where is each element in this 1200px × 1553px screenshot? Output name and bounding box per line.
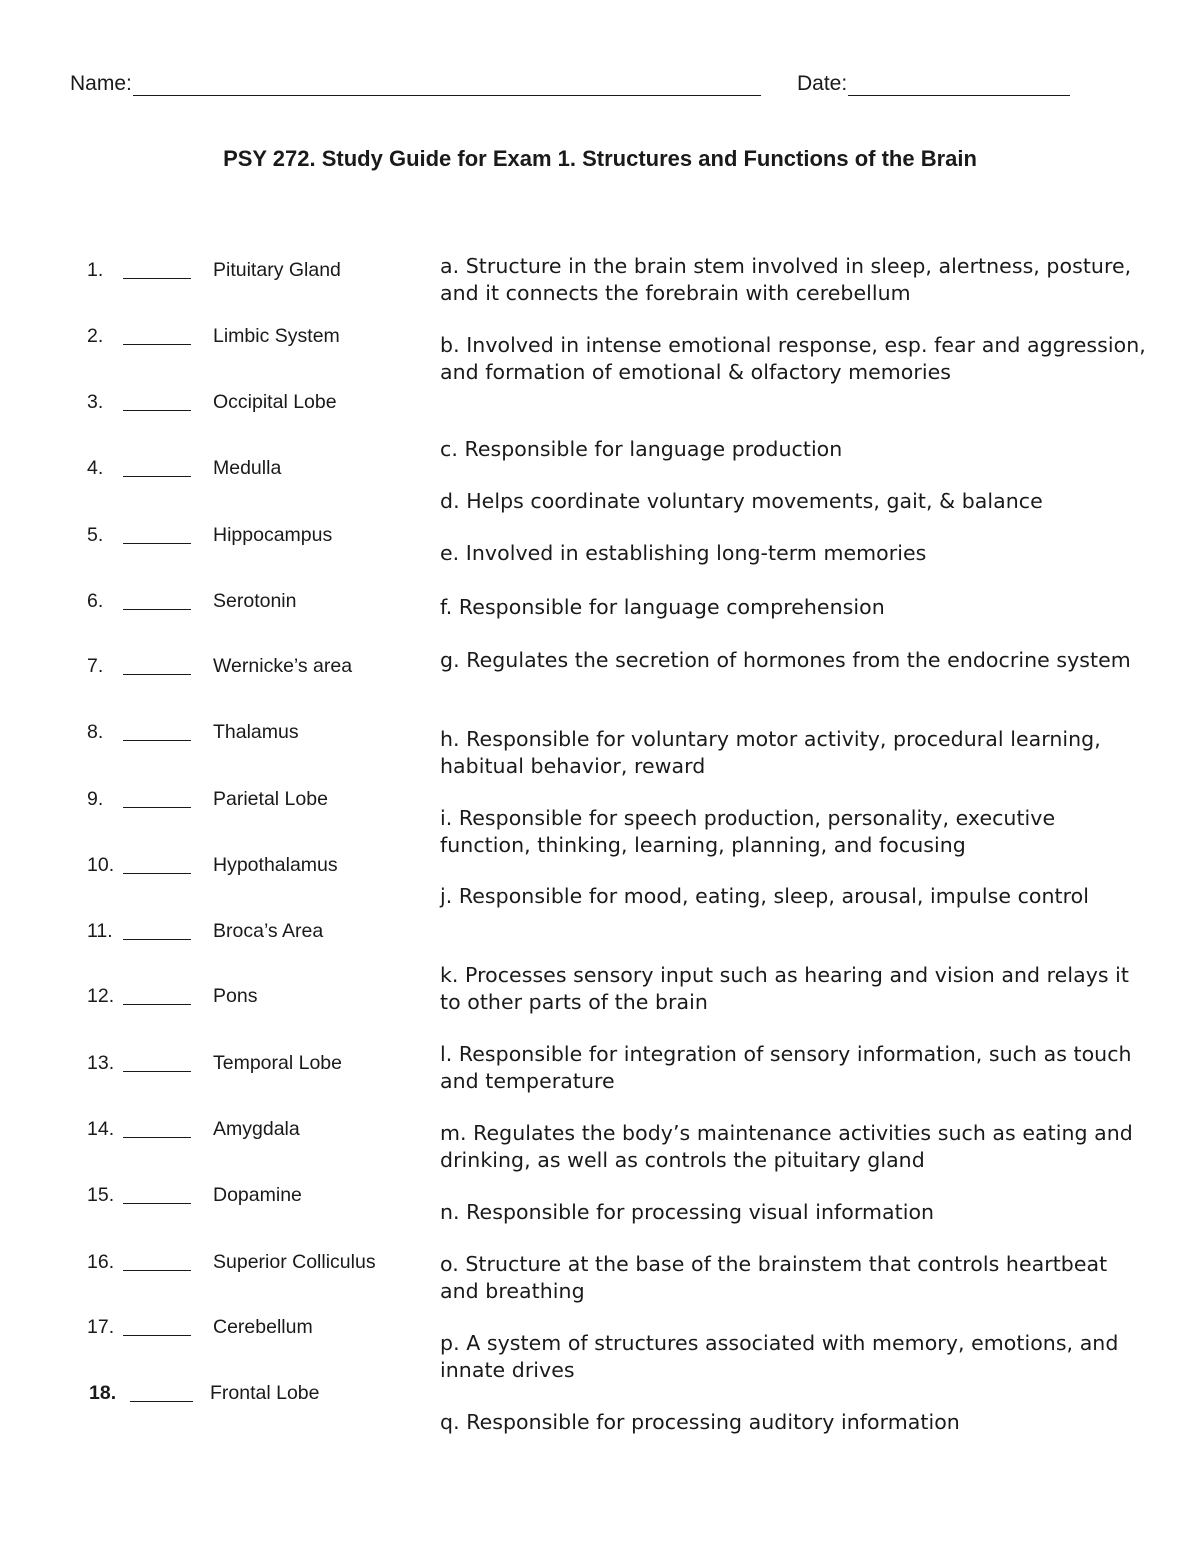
answer-blank[interactable] xyxy=(123,476,191,477)
definition-item: f. Responsible for language comprehension xyxy=(440,595,885,619)
term-name: Temporal Lobe xyxy=(213,1052,342,1074)
date-blank-line[interactable] xyxy=(848,75,1070,96)
term-name: Parietal Lobe xyxy=(213,788,328,810)
definition-item: a. Structure in the brain stem involved in sleep, alertness, posture, and it connects the forebrain with cerebellum xyxy=(440,254,1132,305)
name-field[interactable] xyxy=(70,72,761,96)
term-number: 5. xyxy=(87,524,104,546)
date-label: Date: xyxy=(797,72,848,95)
term-name: Frontal Lobe xyxy=(210,1382,320,1404)
definition-item: p. A system of structures associated with memory, emotions, and innate drives xyxy=(440,1331,1119,1382)
term-number: 12. xyxy=(87,985,115,1007)
answer-blank[interactable] xyxy=(123,939,191,940)
answer-blank[interactable] xyxy=(123,1137,191,1138)
term-name: Wernicke’s area xyxy=(213,655,353,677)
term-name: Serotonin xyxy=(213,590,297,612)
term-name: Occipital Lobe xyxy=(213,391,337,413)
term-number: 14. xyxy=(87,1118,115,1140)
answer-blank[interactable] xyxy=(123,807,191,808)
definition-item: d. Helps coordinate voluntary movements, gait, & balance xyxy=(440,489,1043,513)
answer-blank[interactable] xyxy=(123,674,191,675)
term-number: 16. xyxy=(87,1251,115,1273)
term-number: 7. xyxy=(87,655,104,677)
term-name: Pituitary Gland xyxy=(213,259,341,281)
term-name: Dopamine xyxy=(213,1184,302,1206)
term-number: 4. xyxy=(87,457,104,479)
definition-item: i. Responsible for speech production, personality, executive function, thinking, learning, planning, and focusing xyxy=(440,806,1056,857)
term-name: Amygdala xyxy=(213,1118,300,1140)
answer-blank[interactable] xyxy=(130,1401,193,1402)
definition-item: j. Responsible for mood, eating, sleep, arousal, impulse control xyxy=(440,884,1089,908)
term-number: 1. xyxy=(87,259,104,281)
definition-item: l. Responsible for integration of sensory information, such as touch and temperature xyxy=(440,1042,1132,1093)
definition-item: m. Regulates the body’s maintenance activities such as eating and drinking, as well as controls the pituitary gland xyxy=(440,1121,1133,1172)
definition-item: g. Regulates the secretion of hormones from the endocrine system xyxy=(440,648,1131,672)
term-name: Limbic System xyxy=(213,325,340,347)
term-name: Hypothalamus xyxy=(213,854,338,876)
answer-blank[interactable] xyxy=(123,740,191,741)
answer-blank[interactable] xyxy=(123,1004,191,1005)
definition-item: h. Responsible for voluntary motor activity, procedural learning, habitual behavior, reward xyxy=(440,727,1101,778)
term-number: 18. xyxy=(89,1382,117,1404)
term-number: 17. xyxy=(87,1316,115,1338)
term-number: 11. xyxy=(87,920,113,942)
definition-item: e. Involved in establishing long-term memories xyxy=(440,541,927,565)
answer-blank[interactable] xyxy=(123,609,191,610)
answer-blank[interactable] xyxy=(123,410,191,411)
definition-item: c. Responsible for language production xyxy=(440,437,843,461)
answer-blank[interactable] xyxy=(123,1270,191,1271)
definition-item: q. Responsible for processing auditory information xyxy=(440,1410,960,1434)
answer-blank[interactable] xyxy=(123,1203,191,1204)
term-name: Pons xyxy=(213,985,258,1007)
term-number: 15. xyxy=(87,1184,115,1206)
answer-blank[interactable] xyxy=(123,344,191,345)
date-field[interactable] xyxy=(797,72,1070,96)
term-name: Hippocampus xyxy=(213,524,333,546)
definition-item: k. Processes sensory input such as hearing and vision and relays it to other parts of the brain xyxy=(440,963,1130,1014)
answer-blank[interactable] xyxy=(123,873,191,874)
term-number: 8. xyxy=(87,721,104,743)
term-number: 3. xyxy=(87,391,104,413)
term-name: Broca’s Area xyxy=(213,920,324,942)
term-name: Medulla xyxy=(213,457,282,479)
term-number: 9. xyxy=(87,788,104,810)
answer-blank[interactable] xyxy=(123,1335,191,1336)
term-name: Cerebellum xyxy=(213,1316,313,1338)
page-title: PSY 272. Study Guide for Exam 1. Structures and Functions of the Brain xyxy=(223,146,977,171)
term-number: 10. xyxy=(87,854,115,876)
definition-item: o. Structure at the base of the brainstem that controls heartbeat and breathing xyxy=(440,1252,1108,1303)
term-number: 2. xyxy=(87,325,104,347)
answer-blank[interactable] xyxy=(123,1071,191,1072)
term-number: 6. xyxy=(87,590,104,612)
term-name: Thalamus xyxy=(213,721,299,743)
term-name: Superior Colliculus xyxy=(213,1251,376,1273)
name-label: Name: xyxy=(70,72,132,95)
name-blank-line[interactable] xyxy=(133,75,761,96)
answer-blank[interactable] xyxy=(123,278,191,279)
definition-item: n. Responsible for processing visual information xyxy=(440,1200,935,1224)
answer-blank[interactable] xyxy=(123,543,191,544)
term-number: 13. xyxy=(87,1052,115,1074)
definition-item: b. Involved in intense emotional response, esp. fear and aggression, and formation of emotional & olfactory memories xyxy=(440,333,1146,384)
